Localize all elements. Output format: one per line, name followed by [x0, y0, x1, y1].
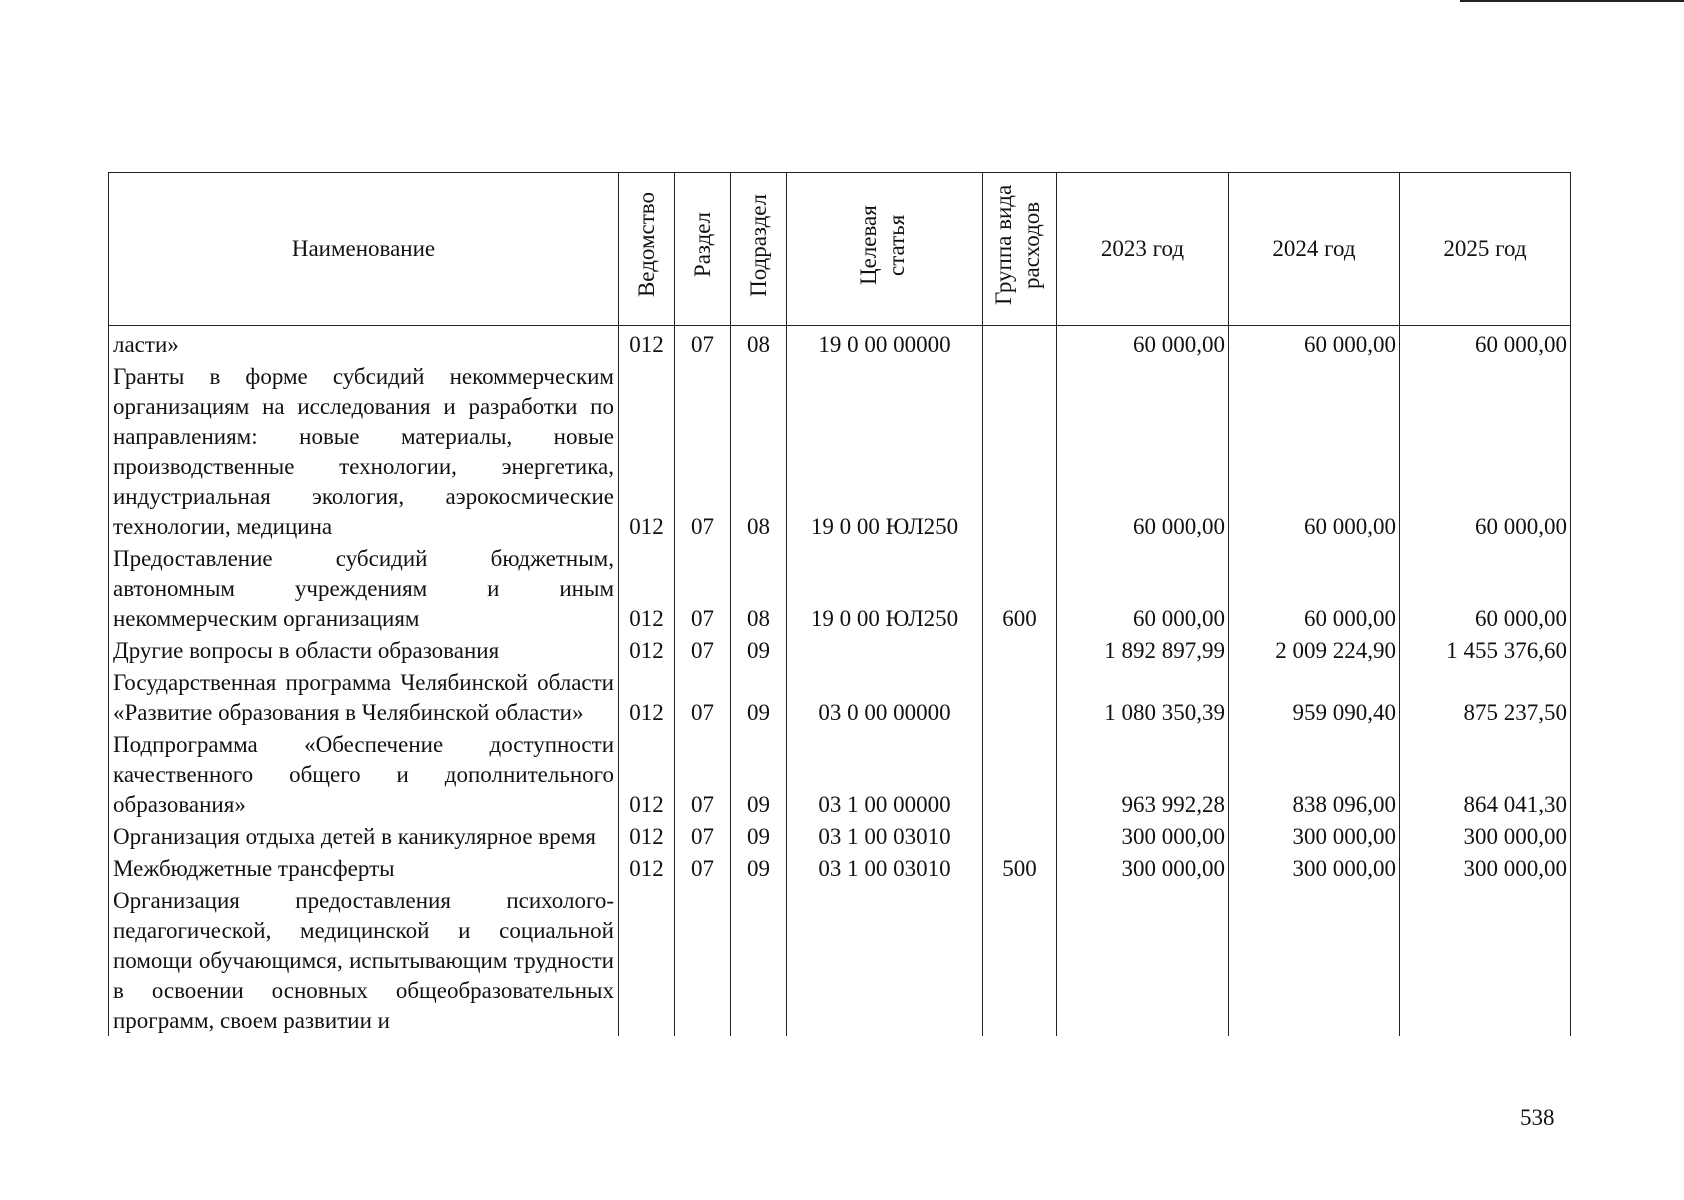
table-row [109, 820, 1571, 852]
cell-section: 07 [675, 728, 731, 820]
cell-2025 [1400, 884, 1571, 1036]
cell-subsection [731, 884, 787, 1036]
cell-expense-group [983, 326, 1057, 361]
cell-department: 012 [619, 542, 675, 634]
table-row [109, 634, 1571, 666]
cell-expense-group [983, 360, 1057, 542]
cell-2024: 60 000,00 [1229, 360, 1400, 542]
cell-department: 012 [619, 360, 675, 542]
header-year-2024: 2024 год [1229, 173, 1400, 326]
table-row [109, 884, 1571, 1036]
cell-subsection: 09 [731, 852, 787, 884]
cell-2023: 1 080 350,39 [1057, 666, 1229, 728]
cell-department: 012 [619, 852, 675, 884]
cell-expense-group [983, 634, 1057, 666]
header-department: Ведомство [619, 173, 675, 326]
cell-2024: 60 000,00 [1229, 542, 1400, 634]
cell-name: Другие вопросы в области образования [109, 634, 619, 666]
cell-2025: 864 041,30 [1400, 728, 1571, 820]
cell-2023: 1 892 897,99 [1057, 634, 1229, 666]
cell-2025: 300 000,00 [1400, 852, 1571, 884]
cell-2024: 2 009 224,90 [1229, 634, 1400, 666]
header-expense-group: Группа вида расходов [983, 173, 1057, 326]
cell-2023: 60 000,00 [1057, 360, 1229, 542]
cell-department: 012 [619, 634, 675, 666]
cell-department: 012 [619, 666, 675, 728]
cell-subsection: 08 [731, 360, 787, 542]
cell-subsection: 09 [731, 666, 787, 728]
cell-target-article: 03 1 00 03010 [787, 820, 983, 852]
cell-expense-group [983, 820, 1057, 852]
cell-2024 [1229, 884, 1400, 1036]
cell-section: 07 [675, 852, 731, 884]
table-row [109, 326, 1571, 361]
cell-section [675, 884, 731, 1036]
cell-2024: 838 096,00 [1229, 728, 1400, 820]
cell-section: 07 [675, 360, 731, 542]
top-rule [1460, 0, 1684, 2]
cell-2023: 963 992,28 [1057, 728, 1229, 820]
cell-department [619, 884, 675, 1036]
table-row [109, 852, 1571, 884]
cell-section: 07 [675, 666, 731, 728]
header-year-2023: 2023 год [1057, 173, 1229, 326]
header-target-article: Целевая статья [787, 173, 983, 326]
cell-name: Межбюджетные трансферты [109, 852, 619, 884]
cell-expense-group [983, 884, 1057, 1036]
cell-2025: 60 000,00 [1400, 542, 1571, 634]
cell-target-article: 03 0 00 00000 [787, 666, 983, 728]
cell-target-article [787, 634, 983, 666]
cell-section: 07 [675, 820, 731, 852]
cell-2025: 300 000,00 [1400, 820, 1571, 852]
cell-section: 07 [675, 326, 731, 361]
cell-name: Государственная программа Челябинской области «Развитие образования в Челябинской области» [109, 666, 619, 728]
cell-name: Гранты в форме субсидий некоммерческим организациям на исследования и разработки по направлениям: новые материалы, новые производственные технологии, энергетика, индустриальная экология, аэрокосмические технологии, медицина [109, 360, 619, 542]
cell-expense-group [983, 666, 1057, 728]
cell-name: Подпрограмма «Обеспечение доступности качественного общего и дополнительного образования» [109, 728, 619, 820]
table-header-row [109, 173, 1571, 326]
cell-expense-group: 500 [983, 852, 1057, 884]
cell-name: Организация отдыха детей в каникулярное время [109, 820, 619, 852]
cell-2025: 60 000,00 [1400, 326, 1571, 361]
cell-section: 07 [675, 634, 731, 666]
cell-target-article [787, 884, 983, 1036]
cell-2025: 60 000,00 [1400, 360, 1571, 542]
cell-section: 07 [675, 542, 731, 634]
header-year-2025: 2025 год [1400, 173, 1571, 326]
cell-department: 012 [619, 326, 675, 361]
cell-target-article: 03 1 00 03010 [787, 852, 983, 884]
cell-2023: 60 000,00 [1057, 326, 1229, 361]
cell-subsection: 08 [731, 326, 787, 361]
header-subsection: Подраздел [731, 173, 787, 326]
cell-department: 012 [619, 820, 675, 852]
cell-target-article: 03 1 00 00000 [787, 728, 983, 820]
cell-name: ласти» [109, 326, 619, 361]
cell-subsection: 09 [731, 634, 787, 666]
cell-2025: 1 455 376,60 [1400, 634, 1571, 666]
cell-subsection: 09 [731, 820, 787, 852]
cell-2024: 959 090,40 [1229, 666, 1400, 728]
table-row [109, 666, 1571, 728]
cell-subsection: 09 [731, 728, 787, 820]
cell-2023 [1057, 884, 1229, 1036]
table-row [109, 360, 1571, 542]
cell-target-article: 19 0 00 ЮЛ250 [787, 542, 983, 634]
cell-2023: 300 000,00 [1057, 852, 1229, 884]
cell-2023: 60 000,00 [1057, 542, 1229, 634]
cell-2024: 60 000,00 [1229, 326, 1400, 361]
table-row [109, 542, 1571, 634]
cell-name: Организация предоставления психолого-педагогической, медицинской и социальной помощи обучающимся, испытывающим трудности в освоении основных общеобразовательных программ, своем развитии и [109, 884, 619, 1036]
cell-target-article: 19 0 00 ЮЛ250 [787, 360, 983, 542]
cell-subsection: 08 [731, 542, 787, 634]
cell-name: Предоставление субсидий бюджетным, автономным учреждениям и иным некоммерческим организациям [109, 542, 619, 634]
cell-2024: 300 000,00 [1229, 820, 1400, 852]
cell-department: 012 [619, 728, 675, 820]
cell-expense-group [983, 728, 1057, 820]
cell-target-article: 19 0 00 00000 [787, 326, 983, 361]
cell-2024: 300 000,00 [1229, 852, 1400, 884]
cell-expense-group: 600 [983, 542, 1057, 634]
table-row [109, 728, 1571, 820]
budget-table [108, 172, 1571, 1036]
cell-2023: 300 000,00 [1057, 820, 1229, 852]
header-section: Раздел [675, 173, 731, 326]
page-number: 538 [1520, 1105, 1555, 1130]
cell-2025: 875 237,50 [1400, 666, 1571, 728]
header-name: Наименование [109, 173, 619, 326]
